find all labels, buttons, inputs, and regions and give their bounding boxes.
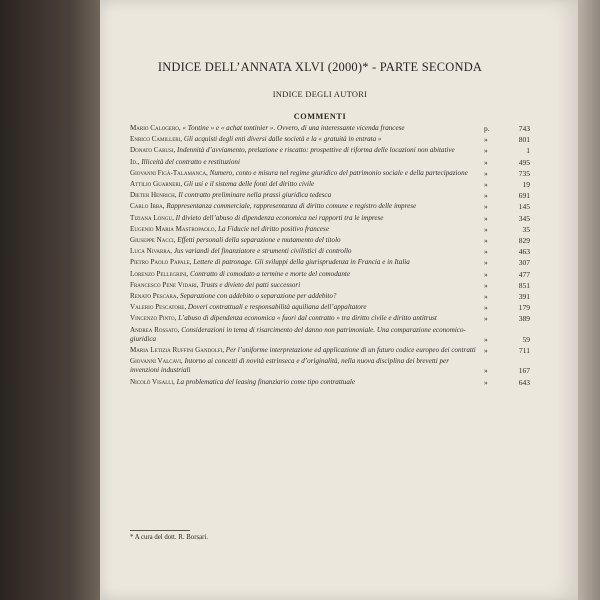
entry-page-ref (484, 281, 530, 290)
entry-title: Jus variandi del finanziatore e strumenti civilistici di controllo (173, 247, 352, 256)
entry-title: Indennità d’avviamento, prelazione e riscatto: prospettive di riforma delle locazioni non abitative (177, 146, 455, 155)
page-marker: » (484, 247, 488, 257)
page-marker: » (484, 213, 488, 223)
entry-author: Luca Nivarra, (130, 247, 173, 256)
page-number: 495 (518, 157, 530, 167)
page-number: 851 (518, 280, 530, 290)
entry-text (130, 378, 476, 387)
page-marker: » (484, 202, 488, 212)
page-marker: » (484, 303, 488, 313)
index-entry (130, 191, 530, 200)
page-marker: » (484, 157, 488, 167)
page-marker: » (484, 135, 488, 145)
entry-title: Rappresentanza commerciale, rappresentanza di diritto comune e registro delle imprese (166, 202, 417, 211)
entry-author: Nicolò Visalli, (130, 377, 175, 386)
page-title: INDICE DELL’ANNATA XLVI (2000)* - PARTE SECONDA (157, 60, 483, 74)
entry-page-ref (484, 366, 530, 375)
page-marker: » (484, 191, 488, 201)
entry-author: Id., (130, 157, 140, 166)
entry-author: Eugenio Maria Mastropaolo, (130, 224, 217, 233)
page-marker: » (484, 280, 488, 290)
entry-page-ref (484, 236, 530, 245)
page-number: 179 (518, 303, 530, 313)
index-entry (130, 225, 530, 234)
entry-text (130, 158, 476, 167)
index-entry (130, 124, 530, 133)
page-number: 167 (518, 366, 530, 376)
entry-title: Numero, conto e misura nel regime giuridico del patrimonio sociale e della partecipazione (209, 168, 468, 177)
entry-page-ref (484, 225, 530, 234)
entry-title: Effetti personali della separazione e mutamento del titolo (177, 236, 341, 245)
entry-page-ref (484, 247, 530, 256)
entry-title: Il divieto dell’abuso di dipendenza economica nei rapporti tra le imprese (175, 213, 384, 222)
entry-text (130, 247, 476, 256)
entry-page-ref (484, 169, 530, 178)
entry-text (130, 169, 476, 178)
entry-author: Dieter Henrich, (130, 191, 177, 200)
page-marker: » (484, 168, 488, 178)
entry-text (130, 270, 476, 279)
entry-author: Pietro Paolo Papale, (130, 258, 192, 267)
entry-text (130, 124, 476, 133)
footnote-rule (130, 530, 190, 531)
page-number: 463 (518, 247, 530, 257)
index-entry (130, 281, 530, 290)
index-entry (130, 270, 530, 279)
entry-page-ref (484, 335, 530, 344)
page-marker: » (484, 377, 488, 387)
index-entry (130, 202, 530, 211)
book-page (100, 0, 578, 600)
index-entry (130, 158, 530, 167)
entry-page-ref (484, 314, 530, 323)
entry-text (130, 225, 476, 234)
entry-text (130, 236, 476, 245)
page-number: 59 (522, 334, 530, 344)
entry-page-ref (484, 124, 530, 133)
entry-page-ref (484, 378, 530, 387)
page-number: 35 (522, 224, 530, 234)
index-entry (130, 314, 530, 323)
entry-text (130, 292, 476, 301)
entry-page-ref (484, 146, 530, 155)
entry-author: Attilio Guarneri, (130, 180, 183, 189)
entry-title: Considerazioni in tema di risarcimento del danno non patrimoniale. Una comparazione economico-giuridica (130, 325, 466, 343)
page-marker: » (484, 146, 488, 156)
page-number: 145 (518, 202, 530, 212)
entry-page-ref (484, 135, 530, 144)
entry-title: Trusts e divieto dei patti successori (200, 280, 301, 289)
index-entry (130, 326, 530, 344)
page-number: 691 (518, 191, 530, 201)
entry-title: Separazione con addebito o separazione per addebito? (180, 292, 337, 301)
entry-title: La problematica del leasing finanziario come tipo contrattuale (176, 377, 356, 386)
section-heading: COMMENTI (293, 112, 347, 121)
entry-text (130, 258, 476, 267)
entry-title: Gli acquisti degli enti diversi dalle società e la « gratuità in entrata » (183, 135, 382, 144)
entry-title: Intorno ai concetti di novità estrinseca e d’originalità, nella nuova disciplina dei brevetti per invenzioni industriali (130, 357, 449, 375)
page-number: 345 (518, 213, 530, 223)
entry-title: La Fiducie nel diritto positivo francese (218, 224, 329, 233)
page-marker: » (484, 224, 488, 234)
entry-text (130, 191, 476, 200)
entry-text (130, 146, 476, 155)
index-entry (130, 180, 530, 189)
entry-author: Valerio Pescatore, (130, 303, 187, 312)
index-entry (130, 169, 530, 178)
index-entry (130, 247, 530, 256)
entry-page-ref (484, 303, 530, 312)
entry-title: Illiceità del contratto e restituzioni (141, 157, 240, 166)
page-marker: » (484, 258, 488, 268)
index-entry (130, 292, 530, 301)
page-marker: » (484, 314, 488, 324)
page-number: 735 (518, 168, 530, 178)
index-entry (130, 258, 530, 267)
entry-author: Mario Calogero, (130, 124, 181, 132)
index-entry (130, 214, 530, 223)
entry-page-ref (484, 158, 530, 167)
entry-text (130, 135, 476, 144)
entry-text (130, 326, 476, 344)
page-marker: » (484, 180, 488, 190)
entry-author: Giovanni Valcavi, (130, 357, 183, 366)
entry-page-ref (484, 180, 530, 189)
entry-text (130, 202, 476, 211)
page-number: 829 (518, 236, 530, 246)
entry-title: Lettere di patronage. Gli sviluppi della giurisprudenza in Francia e in Italia (193, 258, 410, 267)
entry-text (130, 346, 476, 355)
entry-page-ref (484, 270, 530, 279)
entry-page-ref (484, 191, 530, 200)
entry-author: Francesco Pene Vidari, (130, 280, 199, 289)
page-number: 477 (518, 269, 530, 279)
page-number: 743 (518, 124, 530, 133)
entry-author: Andrea Rossato, (130, 325, 180, 334)
entry-page-ref (484, 258, 530, 267)
entry-page-ref (484, 202, 530, 211)
index-entry (130, 346, 530, 355)
entry-author: Maria Letizia Ruffini Gandolfi, (130, 346, 224, 355)
page-number: 801 (518, 135, 530, 145)
index-entry (130, 378, 530, 387)
entry-author: Giovanni Figà-Talamanca, (130, 168, 208, 177)
page-edge (578, 0, 600, 600)
index-entry (130, 135, 530, 144)
entry-text (130, 314, 476, 323)
entry-text (130, 214, 476, 223)
page-marker: p. (484, 124, 490, 133)
page-marker: » (484, 346, 488, 356)
entry-author: Lorenzo Pellegrini, (130, 269, 189, 278)
page-number: 711 (519, 346, 530, 356)
entry-author: Donato Carusi, (130, 146, 176, 155)
entry-page-ref (484, 214, 530, 223)
page-number: 643 (518, 377, 530, 387)
entry-text (130, 357, 476, 375)
entry-title: Il contratto preliminare nella prassi giuridica tedesca (178, 191, 332, 200)
entry-title: Gli usi e il sistema delle fonti del diritto civile (183, 180, 315, 189)
entry-author: Enrico Camilleri, (130, 135, 183, 144)
page-marker: » (484, 334, 488, 344)
book-gutter-shadow (0, 0, 100, 600)
index-entry (130, 236, 530, 245)
entry-title: Per l’uniforme interpretazione ed applicazione di un futuro codice europeo dei contratti (225, 346, 476, 355)
entry-title: Contratto di comodato a termine e morte del comodante (190, 269, 350, 278)
entry-title: Doveri contrattuali e responsabilità aquiliana dell’appaltatore (187, 303, 367, 312)
page-number: 307 (518, 258, 530, 268)
index-entry (130, 303, 530, 312)
page-marker: » (484, 292, 488, 302)
page-marker: » (484, 236, 488, 246)
page-marker: » (484, 269, 488, 279)
index-entry (130, 146, 530, 155)
entry-page-ref (484, 292, 530, 301)
entry-author: Carlo Ibba, (130, 202, 165, 211)
index-subtitle: INDICE DEGLI AUTORI (272, 90, 368, 99)
index-entry-list (130, 124, 530, 389)
entry-author: Tiziana Longu, (130, 213, 174, 222)
entry-author: Giuseppe Nacci, (130, 236, 176, 245)
entry-title: « Tontine » e « achat tontinier ». Ovvero, di una interessante vicenda francese (182, 124, 405, 132)
page-number: 391 (518, 292, 530, 302)
page-number: 389 (518, 314, 530, 324)
entry-text (130, 281, 476, 290)
entry-text (130, 180, 476, 189)
index-entry (130, 357, 530, 375)
entry-text (130, 303, 476, 312)
entry-title: L’abuso di dipendenza economica « fuori dal contratto » tra diritto civile e diritto antitrust (178, 314, 437, 323)
footnote: * A cura del dott. R. Borsari. (130, 534, 208, 541)
entry-author: Renato Pescara, (130, 292, 179, 301)
page-marker: » (484, 366, 488, 376)
entry-author: Vincenzo Pinto, (130, 314, 177, 323)
page-number: 1 (526, 146, 530, 156)
entry-page-ref (484, 346, 530, 355)
page-number: 19 (522, 180, 530, 190)
